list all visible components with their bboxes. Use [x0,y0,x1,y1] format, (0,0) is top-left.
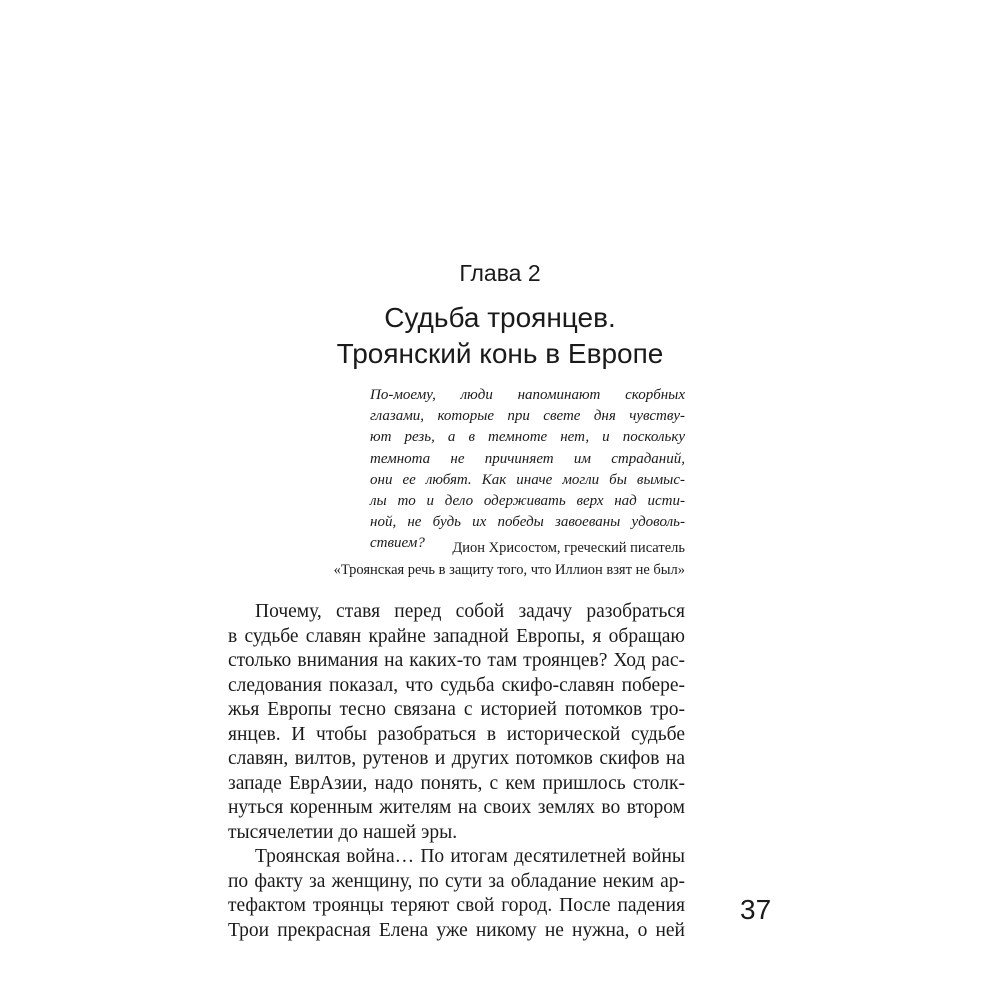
epigraph-line: лы то и дело одерживать верх над исти- [370,493,685,510]
chapter-title-line: Троянский конь в Европе [336,338,664,369]
epigraph-line: ной, не будь их победы завоеваны удоволь- [370,514,685,531]
body-text [228,600,685,943]
epigraph-source: «Троянская речь в защиту того, что Иллион взят не был» [333,562,685,578]
body-line: славян, вилтов, рутенов и других потомков скифов на [228,748,685,769]
body-line: жья Европы тесно связана с историей потомков тро- [228,699,685,720]
body-line: Почему, ставя перед собой задачу разобраться [255,601,685,622]
epigraph-line: глазами, которые при свете дня чувству- [370,408,685,425]
body-line: Трои прекрасная Елена уже никому не нужна, о ней [228,919,685,941]
chapter-label: Глава 2 [459,260,541,286]
chapter-title-line: Судьба троянцев. [384,302,616,333]
chapter-title [0,300,1000,372]
epigraph [370,385,685,555]
body-line: Троянская война… По итогам десятилетней войны [255,846,685,867]
epigraph-line: они ее любят. Как иначе могли бы вымыс- [370,471,685,488]
epigraph-author: Дион Хрисостом, греческий писатель [452,540,685,556]
epigraph-line: ют резь, а в темноте нет, и поскольку [370,429,685,446]
body-line: столько внимания на каких-то там троянцев? Ход рас- [228,650,685,671]
body-line: тысячелетии до нашей эры. [228,821,458,843]
body-line: нуться коренным жителям на своих землях во втором [228,797,685,818]
body-line: янцев. И чтобы разобраться в исторической судьбе [228,723,685,745]
body-line: по факту за женщину, по сути за обладание неким ар- [228,870,685,892]
epigraph-line: темнота не причиняет им страданий, [370,450,685,467]
epigraph-line: ствием? [370,535,425,552]
epigraph-line: По-моему, люди напоминают скорбных [370,387,685,403]
body-line: в судьбе славян крайне западной Европы, я обращаю [228,625,685,647]
body-line: западе ЕврАзии, надо понять, с кем пришлось столк- [228,772,685,794]
body-line: тефактом троянцы теряют свой город. После падения [228,895,685,916]
epigraph-attribution [250,537,685,581]
body-line: следования показал, что судьба скифо-славян побере- [228,674,685,696]
page-number: 37 [740,894,772,925]
